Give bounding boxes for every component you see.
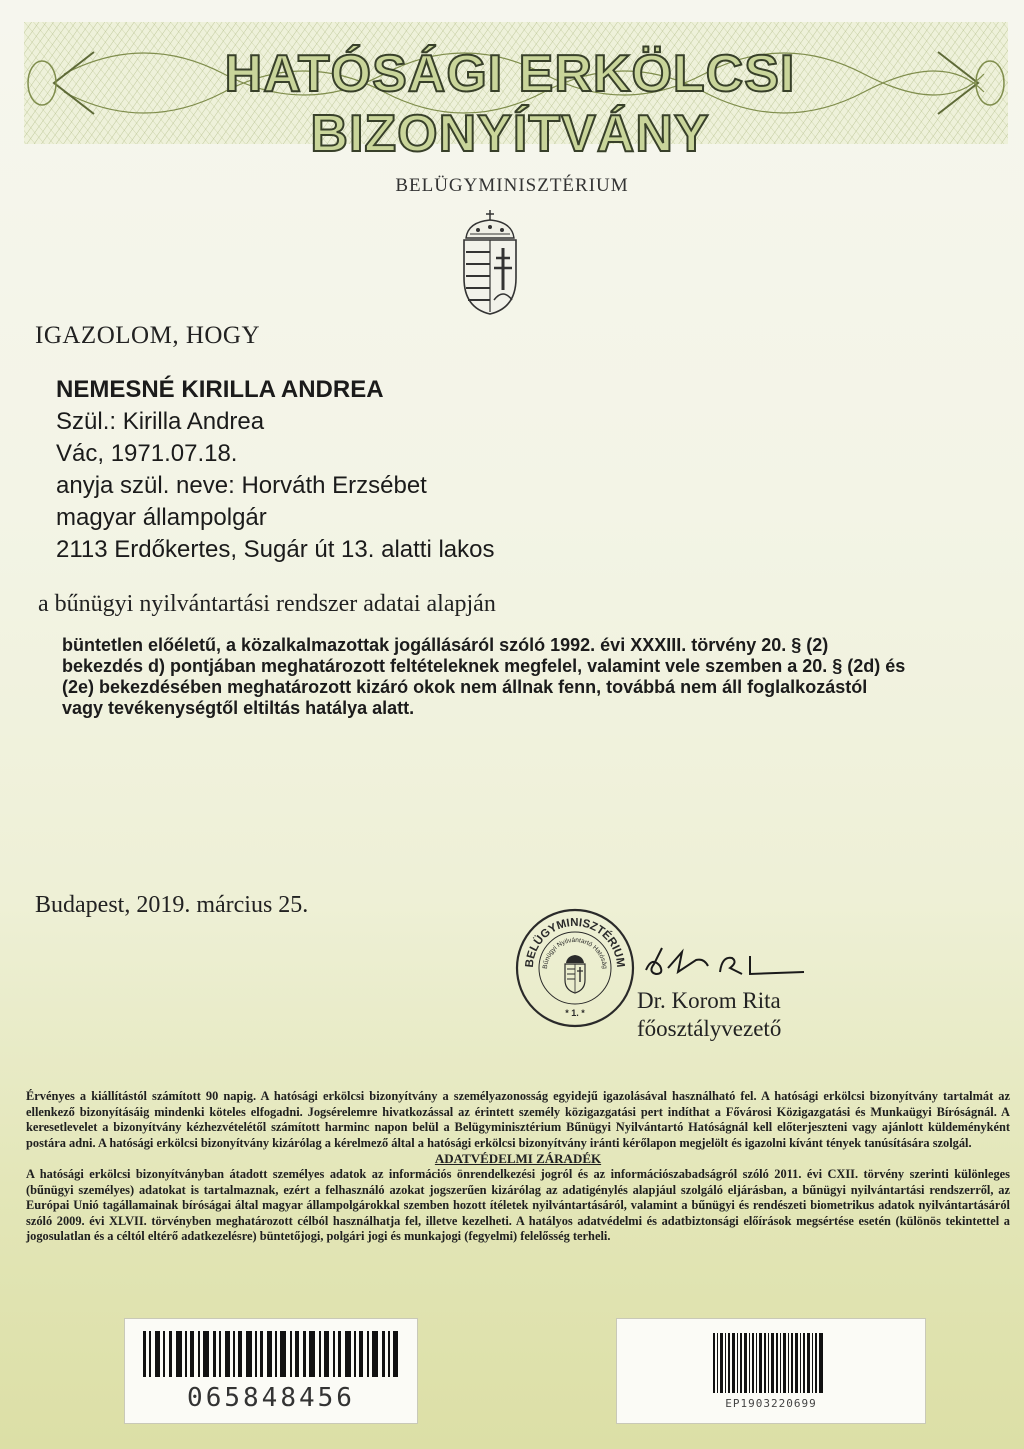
certify-heading: IGAZOLOM, HOGY [35, 322, 261, 349]
barcode-right-bars [713, 1333, 823, 1393]
signer-title: főosztályvezető [637, 1016, 782, 1041]
stamp-coat-of-arms-icon [565, 955, 585, 993]
birth-place-date: Vác, 1971.07.18. [56, 440, 238, 467]
barcode-left-bars [143, 1331, 398, 1377]
person-details [56, 374, 494, 566]
certification-statement: büntetlen előéletű, a közalkalmazottak jogállásáról szóló 1992. évi XXXIII. törvény 20. § (2) bekezdés d) pontjában meghatározott feltételeknek megfelel, valamint vele szemben a 20. § (2d) és (2e) bekezdésében meghatározott kizáró okok nem állnak fenn, továbbá nem áll foglalkozástól vagy tevékenységtől eltiltás hatálya alatt. [62, 635, 906, 718]
stamp-bottom-text: * 1. * [565, 1008, 585, 1018]
signer-block [637, 987, 781, 1043]
official-stamp [513, 906, 637, 1030]
privacy-heading: ADATVÉDELMI ZÁRADÉK [434, 1151, 602, 1167]
address: 2113 Erdőkertes, Sugár út 13. alatti lakos [56, 536, 495, 563]
barcode-label-left [124, 1318, 418, 1424]
document-title: HATÓSÁGI ERKÖLCSI BIZONYÍTVÁNY [224, 45, 796, 163]
coat-of-arms-icon [458, 208, 522, 318]
handwritten-signature [638, 938, 808, 988]
stamp-inner-text: Bűnügyi Nyilvántartó Hatóság [541, 936, 609, 970]
basis-text: a bűnügyi nyilvántartási rendszer adatai alapján [38, 591, 496, 617]
barcode-right-number: EP1903220699 [725, 1397, 817, 1410]
ministry-name: BELÜGYMINISZTÉRIUM [395, 175, 629, 196]
validity-note: Érvényes a kiállítástól számított 90 napig. A hatósági erkölcsi bizonyítvány a személyazonosság egyidejű igazolásával használható fel. A hatósági erkölcsi bizonyítvány tartalmát az ellenkező bizonyításáig mindenki köteles elfogadni. Jogsérelemre hivatkozással az érintett személy közigazgatási pert indíthat a Fővárosi Közigazgatási és Munkaügyi Bíróságnál. A keresetlevelet a bizonyítvány kézhezvételétől számított harminc napon belül a Belügyminisztérium Bűnügyi Nyilvántartó Hatóságnál kell előterjeszteni vagy ajánlott küldeményként postára adni. A hatósági erkölcsi bizonyítvány kizárólag a kérelmező által a hatósági erkölcsi bizonyítvány iránti kérőlapon megjelölt és igazolni kívánt tények tanúsítására szolgál. [26, 1089, 1010, 1150]
citizenship: magyar állampolgár [56, 504, 267, 531]
barcode-left-number: 065848456 [187, 1383, 355, 1413]
mother-name: anyja szül. neve: Horváth Erzsébet [56, 472, 427, 499]
legal-notes [26, 1089, 1010, 1245]
person-name: NEMESNÉ KIRILLA ANDREA [56, 376, 384, 403]
stamp-outer-text: BELÜGYMINISZTÉRIUM [523, 916, 627, 969]
privacy-clause: A hatósági erkölcsi bizonyítványban átadott személyes adatok az információs önrendelkezési jogról és az információszabadságról szóló 2011. évi CXII. törvény szerinti különleges (bűnügyi személyes) adatokat is tartalmaznak, ezért a felhasználó azokat jogszerűen kizárólag az adatigénylés alapjául szolgáló eljárásban, a bűnügyi nyilvántartási rendszerről, az Európai Unió tagállamainak bíróságai által magyar állampolgárokkal szemben hozott ítéletek nyilvántartásáról, valamint a bűnügyi és rendészeti biometrikus adatok nyilvántartásáról szóló 2009. évi XLVII. törvényben meghatározott célból használhatja fel, illetve kezelheti. A hatályos adatvédelmi és adatbiztonsági előírások megsértése esetén (különös tekintettel a jogosulatlan és a céltól eltérő adatkezelésre) büntetőjogi, polgári jogi és munkajogi (fegyelmi) felelősség terheli. [26, 1166, 1010, 1244]
birth-name: Szül.: Kirilla Andrea [56, 408, 265, 435]
signer-name: Dr. Korom Rita [637, 988, 781, 1013]
barcode-label-right [616, 1318, 926, 1424]
place-and-date: Budapest, 2019. március 25. [35, 892, 309, 918]
